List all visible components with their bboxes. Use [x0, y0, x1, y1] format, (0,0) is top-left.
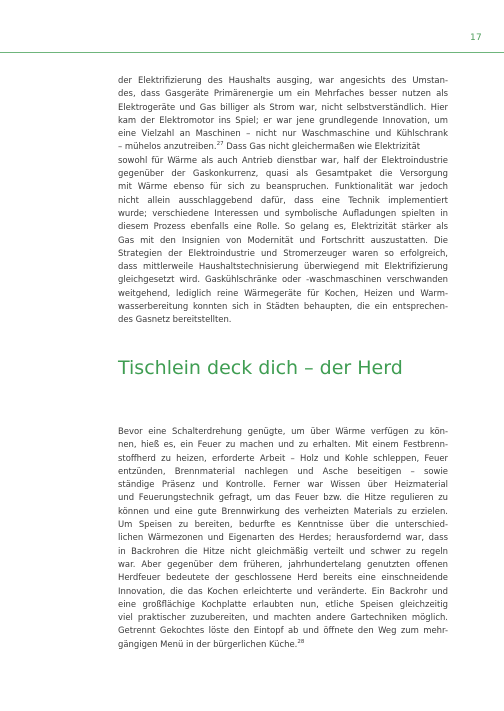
- body-paragraph-2: [118, 425, 448, 651]
- text-line: Getrennt Gekochtes löste den Eintopf ab und öffnete den Weg zum mehr-: [118, 625, 448, 636]
- text-line: des Gasnetz bereitstellten.: [118, 314, 232, 325]
- text-line: und Feuerungstechnik gefragt, um das Feuer bzw. die Hitze regulieren zu: [118, 492, 448, 503]
- text-line: lichen Wärmezonen und Eigenarten des Herdes; herausfordernd war, dass: [118, 532, 448, 543]
- text-segment: – mühelos anzutreiben.: [118, 141, 217, 152]
- text-line: Innovation, die das Kochen erleichterte und veränderte. Ein Backrohr und: [118, 585, 448, 596]
- text-line: nen, hieß es, ein Feuer zu machen und zu erhalten. Mit einem Festbrenn-: [118, 439, 448, 450]
- text-line: war. Aber gegenüber dem früheren, jahrhundertelang genutzten offenen: [118, 558, 448, 569]
- text-line: eine Vielzahl an Maschinen – nicht nur Waschmaschine und Kühlschrank: [118, 128, 448, 139]
- text-line: viel praktischer zuzubereiten, und machten andere Gartechniken möglich.: [118, 612, 448, 623]
- text-line: entzünden, Brennmaterial nachlegen und Asche beseitigen – sowie: [118, 465, 448, 476]
- text-line: Strategien der Elektroindustrie und Stromerzeuger waren so erfolgreich,: [118, 247, 448, 258]
- text-line: diesem Prozess ebenfalls eine Rolle. So gelang es, Elektrizität stärker als: [118, 221, 448, 232]
- header-rule: [0, 52, 504, 53]
- text-line: kam der Elektromotor ins Spiel; er war jene grundlegende Innovation, um: [118, 114, 448, 125]
- text-line: ständige Präsenz und Kontrolle. Ferner war Wissen über Heizmaterial: [118, 479, 448, 490]
- section-heading: Tischlein deck dich – der Herd: [118, 357, 403, 379]
- text-line-with-footnote: [118, 638, 448, 651]
- text-line: Herdfeuer bedeutete der geschlossene Herd bereits eine einschneidende: [118, 572, 448, 583]
- text-line: eine großflächige Kochplatte erlaubten nun, etliche Speisen gleichzeitig: [118, 598, 448, 609]
- text-segment: Dass Gas nicht gleichermaßen wie Elektrizität: [223, 141, 421, 152]
- text-line: können und eine gute Brennwirkung des verheizten Materials zu erzielen.: [118, 505, 448, 516]
- text-line: der Elektrifizierung des Haushalts ausging, war angesichts des Umstan-: [118, 75, 448, 85]
- text-line: Um Speisen zu bereiten, bedurfte es Kenntnisse über die unterschied-: [118, 519, 448, 530]
- text-line: mit Wärme ebenso für sich zu beanspruchen. Funktionalität war jedoch: [118, 181, 448, 192]
- text-line: gegenüber der Gaskonkurrenz, quasi als Gesamtpaket die Versorgung: [118, 168, 448, 179]
- text-line: Gas mit den Insignien von Modernität und Fortschritt auszustatten. Die: [118, 234, 448, 245]
- text-line: wurde; verschiedene Interessen und symbolische Aufladungen spielten in: [118, 207, 448, 218]
- text-line: gleichgesetzt wird. Gaskühlschränke oder -waschmaschinen verschwanden: [118, 274, 448, 285]
- text-line-with-footnote: [118, 140, 448, 153]
- text-segment: gängigen Menü in der bürgerlichen Küche.: [118, 638, 298, 649]
- text-line: Elektrogeräte und Gas billiger als Strom war, nicht selbstverständlich. Hier: [118, 101, 448, 112]
- text-line: nicht allein ausschlaggebend dafür, dass eine Technik implementiert: [118, 194, 448, 205]
- text-line: stoffherd zu heizen, erforderte Arbeit – Holz und Kohle schleppen, Feuer: [118, 452, 448, 463]
- text-line: in Backrohren die Hitze nicht gleichmäßig verteilt und schwer zu regeln: [118, 545, 448, 556]
- page-number: 17: [469, 33, 482, 43]
- text-line: Bevor eine Schalterdrehung genügte, um über Wärme verfügen zu kön-: [118, 426, 448, 436]
- text-line: dass mittlerweile Haushaltstechnisierung überwiegend mit Elektrifizierung: [118, 261, 448, 272]
- text-line: weitgehend, lediglich reine Wärmegeräte für Kochen, Heizen und Warm-: [118, 287, 448, 298]
- footnote-marker: 27: [216, 141, 224, 148]
- text-line: sowohl für Wärme als auch Antrieb dienstbar war, half der Elektroindustrie: [118, 154, 448, 165]
- body-paragraph-1: [118, 74, 448, 327]
- footnote-marker: 28: [297, 638, 305, 645]
- text-line: wasserbereitung konnten sich in Städten behaupten, die ein entsprechen-: [118, 301, 448, 312]
- text-line: des, dass Gasgeräte Primärenergie um ein Mehrfaches besser nutzen als: [118, 88, 448, 99]
